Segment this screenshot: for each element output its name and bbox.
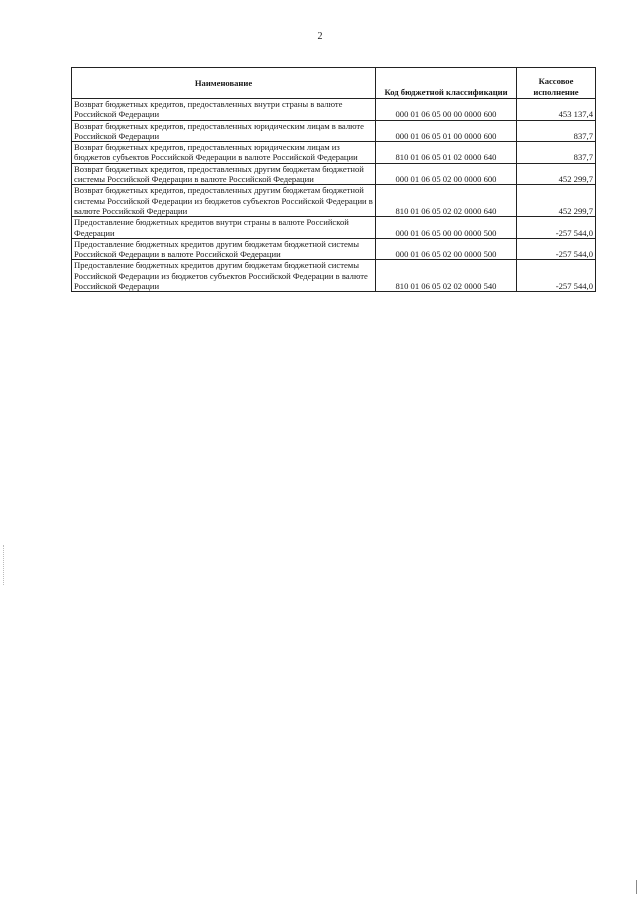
row-execution: -257 544,0 [517, 217, 596, 239]
row-execution: 452 299,7 [517, 163, 596, 185]
row-name: Предоставление бюджетных кредитов другим бюджетам бюджетной системы Российской Федерации из бюджетов субъектов Российской Федерации в валюте Российской Федерации [72, 260, 376, 292]
row-code: 000 01 06 05 02 00 0000 500 [376, 238, 517, 260]
table-row [72, 120, 596, 142]
row-name: Предоставление бюджетных кредитов внутри страны в валюте Российской Федерации [72, 217, 376, 239]
table-row [72, 260, 596, 292]
header-code: Код бюджетной классификации [376, 68, 517, 99]
scan-margin-mark [636, 880, 637, 894]
row-code: 810 01 06 05 01 02 0000 640 [376, 142, 517, 164]
header-execution: Кассовое исполнение [517, 68, 596, 99]
table-row [72, 142, 596, 164]
table-header-row [72, 68, 596, 99]
table-row [72, 217, 596, 239]
row-name: Возврат бюджетных кредитов, предоставленных другим бюджетам бюджетной системы Российской Федерации в валюте Российской Федерации [72, 163, 376, 185]
budget-credits-table [71, 67, 596, 292]
table-row [72, 99, 596, 121]
row-code: 000 01 06 05 00 00 0000 600 [376, 99, 517, 121]
row-code: 000 01 06 05 01 00 0000 600 [376, 120, 517, 142]
row-code: 000 01 06 05 00 00 0000 500 [376, 217, 517, 239]
row-execution: 453 137,4 [517, 99, 596, 121]
row-execution: 837,7 [517, 142, 596, 164]
row-name: Возврат бюджетных кредитов, предоставленных другим бюджетам бюджетной системы Российской Федерации из бюджетов субъектов Российской Федерации в валюте Российской Федерации [72, 185, 376, 217]
row-execution: -257 544,0 [517, 238, 596, 260]
page-number: 2 [317, 31, 323, 42]
table-row [72, 163, 596, 185]
scan-margin-dots [3, 545, 5, 585]
row-code: 810 01 06 05 02 02 0000 640 [376, 185, 517, 217]
row-execution: -257 544,0 [517, 260, 596, 292]
row-code: 000 01 06 05 02 00 0000 600 [376, 163, 517, 185]
row-name: Возврат бюджетных кредитов, предоставленных внутри страны в валюте Российской Федерации [72, 99, 376, 121]
row-name: Предоставление бюджетных кредитов другим бюджетам бюджетной системы Российской Федерации в валюте Российской Федерации [72, 238, 376, 260]
row-code: 810 01 06 05 02 02 0000 540 [376, 260, 517, 292]
row-name: Возврат бюджетных кредитов, предоставленных юридическим лицам в валюте Российской Федерации [72, 120, 376, 142]
table-row [72, 238, 596, 260]
row-execution: 452 299,7 [517, 185, 596, 217]
row-name: Возврат бюджетных кредитов, предоставленных юридическим лицам из бюджетов субъектов Российской Федерации в валюте Российской Федерации [72, 142, 376, 164]
header-name: Наименование [72, 68, 376, 99]
row-execution: 837,7 [517, 120, 596, 142]
table-row [72, 185, 596, 217]
